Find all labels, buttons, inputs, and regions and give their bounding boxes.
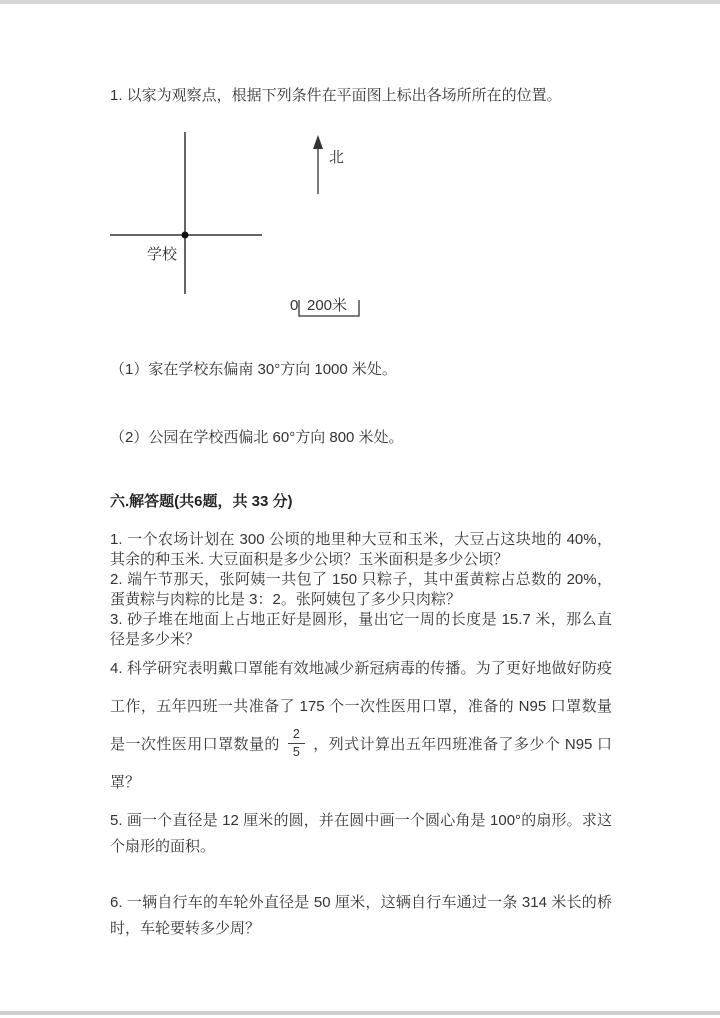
section-six-question-3: 3. 砂子堆在地面上占地正好是圆形，量出它一周的长度是 15.7 米，那么直径是多少米？ xyxy=(110,611,612,648)
section-six-question-1: 1. 一个农场计划在 300 公顷的地里种大豆和玉米，大豆占这块地的 40%，其余的种玉米. 大豆面积是多少公顷？玉米面积是多少公顷？ xyxy=(110,531,612,568)
north-arrow-head xyxy=(313,135,323,149)
question-1-part-1: （1）家在学校东偏南 30°方向 1000 米处。 xyxy=(110,361,397,378)
north-label: 北 xyxy=(329,149,345,166)
school-label: 学校 xyxy=(147,246,178,263)
school-point xyxy=(182,232,189,239)
question-4-text-after: ，列式计算出五年四班准备了多少个 N95 口罩？ xyxy=(110,736,612,791)
question-1-prompt: 1. 以家为观察点，根据下列条件在平面图上标出各场所所在的位置。 xyxy=(110,87,562,104)
fraction-denominator: 5 xyxy=(292,744,300,759)
section-six-question-5: 5. 画一个直径是 12 厘米的圆，并在圆中画一个圆心角是 100°的扇形。求这个扇形的面积。 xyxy=(110,812,612,855)
page-top-border xyxy=(0,0,720,4)
page-bottom-border xyxy=(0,1011,720,1015)
scale-distance-label: 200米 xyxy=(307,297,348,314)
section-six-question-4 xyxy=(110,650,612,802)
fraction-numerator: 2 xyxy=(288,727,305,743)
section-six-question-2: 2. 端午节那天，张阿姨一共包了 150 只粽子，其中蛋黄粽占总数的 20%，蛋黄粽与肉粽的比是 3：2。张阿姨包了多少只肉粽？ xyxy=(110,571,612,608)
map-diagram xyxy=(110,132,612,328)
section-six-header: 六.解答题(共6题，共 33 分) xyxy=(110,493,293,510)
section-six-question-6: 6. 一辆自行车的车轮外直径是 50 厘米，这辆自行车通过一条 314 米长的桥时，车轮要转多少周？ xyxy=(110,894,612,937)
fraction-two-fifths xyxy=(288,727,305,759)
scale-zero-label: 0 xyxy=(290,297,299,314)
question-4-text-before: 4. 科学研究表明戴口罩能有效地减少新冠病毒的传播。为了更好地做好防疫工作，五年四班一共准备了 175 个一次性医用口罩，准备的 N95 口罩数量是一次性医用口罩数量的 xyxy=(110,660,612,753)
map-diagram-svg xyxy=(110,132,530,328)
question-1-part-2: （2）公园在学校西偏北 60°方向 800 米处。 xyxy=(110,429,404,446)
